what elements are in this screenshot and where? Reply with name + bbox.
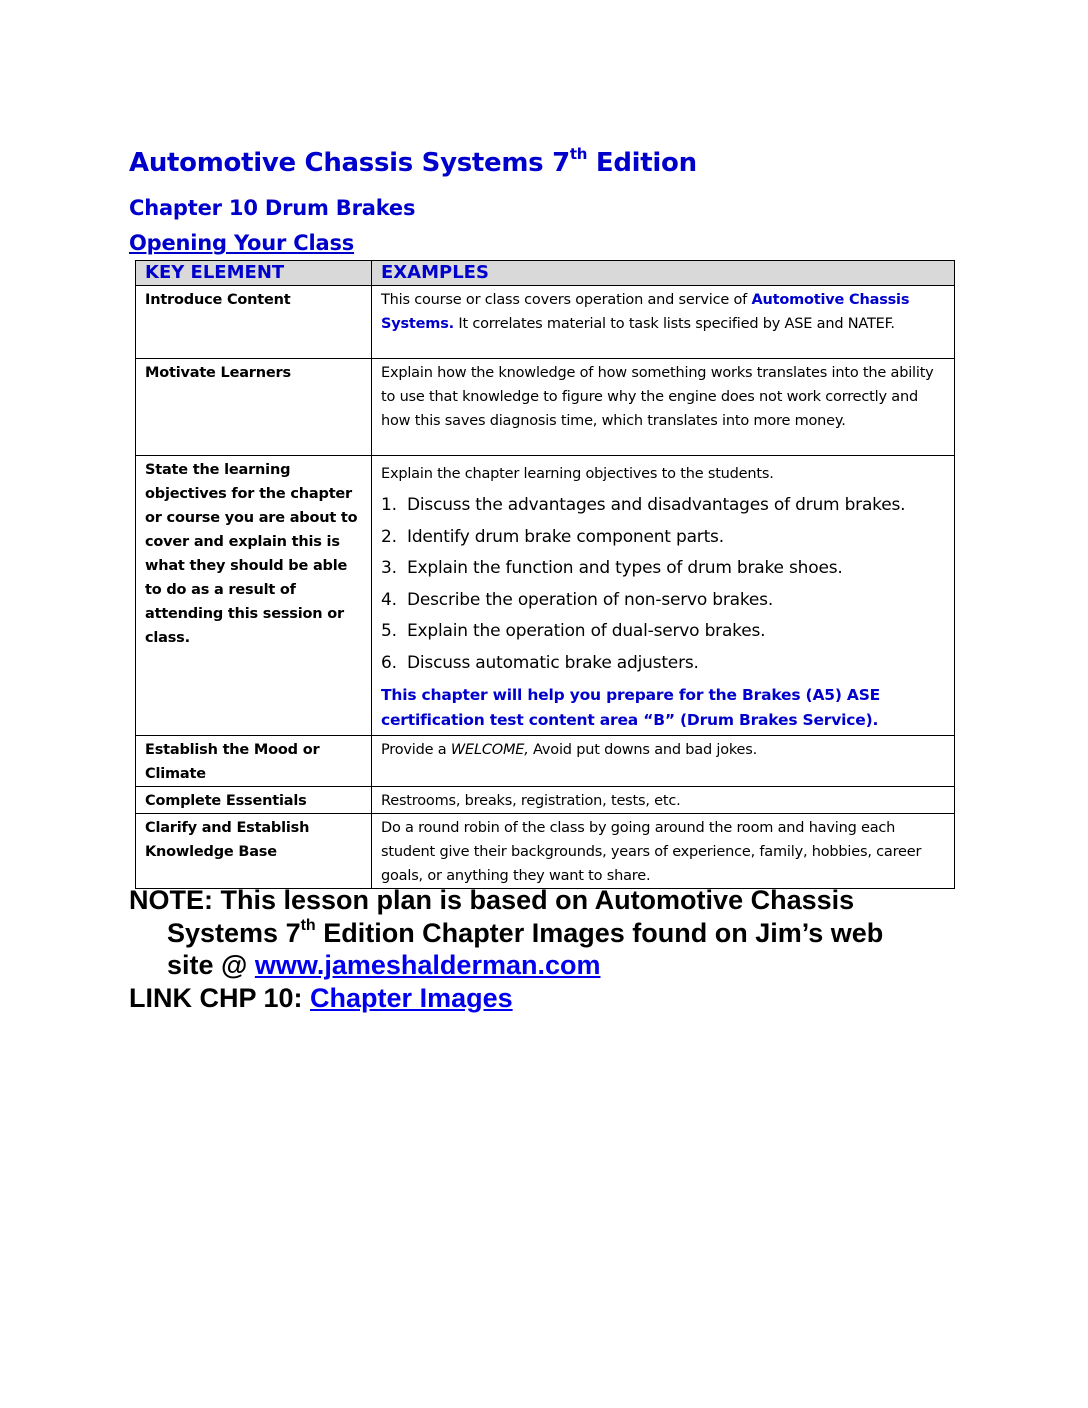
key-element-cell: Establish the Mood or Climate: [136, 736, 372, 787]
note-superscript: th: [300, 916, 316, 934]
examples-cell: Restrooms, breaks, registration, tests, etc.: [372, 787, 955, 814]
list-item: [381, 616, 945, 648]
note-text-end: Edition Chapter Images found on Jim’s web: [315, 917, 884, 948]
list-item: [381, 648, 945, 680]
list-text: Describe the operation of non-servo brakes.: [407, 589, 774, 610]
objectives-list: [381, 490, 945, 679]
lesson-plan-table: [135, 260, 955, 889]
table-row: [136, 286, 955, 359]
title-superscript: th: [569, 145, 588, 163]
objectives-intro: Explain the chapter learning objectives to the students.: [381, 466, 774, 482]
list-number: 4.: [381, 589, 397, 610]
table-row: [136, 787, 955, 814]
note-text: site @: [167, 950, 255, 980]
chapter-heading: Chapter 10 Drum Brakes: [129, 196, 416, 220]
key-element-cell: Complete Essentials: [136, 787, 372, 814]
examples-cell: [372, 456, 955, 736]
key-element-cell: Clarify and Establish Knowledge Base: [136, 814, 372, 889]
list-text: Explain the operation of dual-servo brakes.: [407, 621, 766, 641]
welcome-text: WELCOME,: [450, 742, 529, 758]
header-examples: EXAMPLES: [372, 261, 955, 286]
key-element-cell: State the learning objectives for the chapter or course you are about to cover and explain this is what they should be able to do as a result of attending this session or class.: [136, 456, 372, 736]
list-number: 1.: [381, 495, 397, 515]
title-text-end: Edition: [587, 148, 697, 178]
table-row: [136, 814, 955, 889]
note-line: NOTE: This lesson plan is based on Automotive Chassis: [129, 885, 855, 915]
list-text: Discuss automatic brake adjusters.: [407, 652, 699, 673]
list-number: 2.: [381, 526, 397, 547]
examples-cell: [372, 736, 955, 787]
note-line: [129, 949, 959, 982]
examples-text: Provide a: [381, 742, 451, 758]
list-item: [381, 490, 945, 522]
examples-cell: [372, 286, 955, 359]
list-item: [381, 585, 945, 617]
note-text: Systems 7: [167, 917, 301, 948]
lesson-note: [129, 884, 959, 1014]
note-line: [129, 917, 959, 950]
highlight-text: Automotive Chassis Systems.: [381, 292, 910, 332]
list-text: Identify drum brake component parts.: [407, 526, 724, 547]
examples-text-end: Avoid put downs and bad jokes.: [528, 742, 758, 758]
table-header-row: [136, 261, 955, 286]
list-text: Discuss the advantages and disadvantages of drum brakes.: [407, 495, 906, 515]
examples-text: This course or class covers operation and service of: [381, 292, 752, 308]
list-number: 6.: [381, 652, 397, 673]
chapter-images-link[interactable]: Chapter Images: [310, 982, 513, 1013]
table-row: [136, 456, 955, 736]
certification-note: This chapter will help you prepare for the Brakes (A5) ASE certification test content area “B” (Drum Brakes Service).: [381, 686, 881, 729]
list-number: 3.: [381, 558, 397, 578]
key-element-cell: Motivate Learners: [136, 359, 372, 456]
examples-cell: Do a round robin of the class by going around the room and having each student give their backgrounds, years of experience, family, hobbies, career goals, or anything they want to share.: [372, 814, 955, 889]
list-number: 5.: [381, 621, 397, 641]
list-item: [381, 553, 945, 585]
document-title: [129, 145, 697, 178]
key-element-cell: Introduce Content: [136, 286, 372, 359]
note-line: [129, 982, 959, 1015]
examples-cell: Explain how the knowledge of how something works translates into the ability to use that knowledge to figure why the engine does not work correctly and how this saves diagnosis time, which translates into more money.: [372, 359, 955, 456]
link-label: LINK CHP 10:: [129, 982, 311, 1013]
examples-text-end: It correlates material to task lists specified by ASE and NATEF.: [453, 316, 895, 332]
table-row: [136, 736, 955, 787]
opening-class-heading: Opening Your Class: [129, 231, 355, 255]
title-text: Automotive Chassis Systems 7: [129, 148, 570, 178]
website-link[interactable]: www.jameshalderman.com: [254, 950, 601, 980]
list-item: [381, 522, 945, 554]
list-text: Explain the function and types of drum brake shoes.: [407, 558, 843, 578]
table-row: [136, 359, 955, 456]
header-key-element: KEY ELEMENT: [136, 261, 372, 286]
